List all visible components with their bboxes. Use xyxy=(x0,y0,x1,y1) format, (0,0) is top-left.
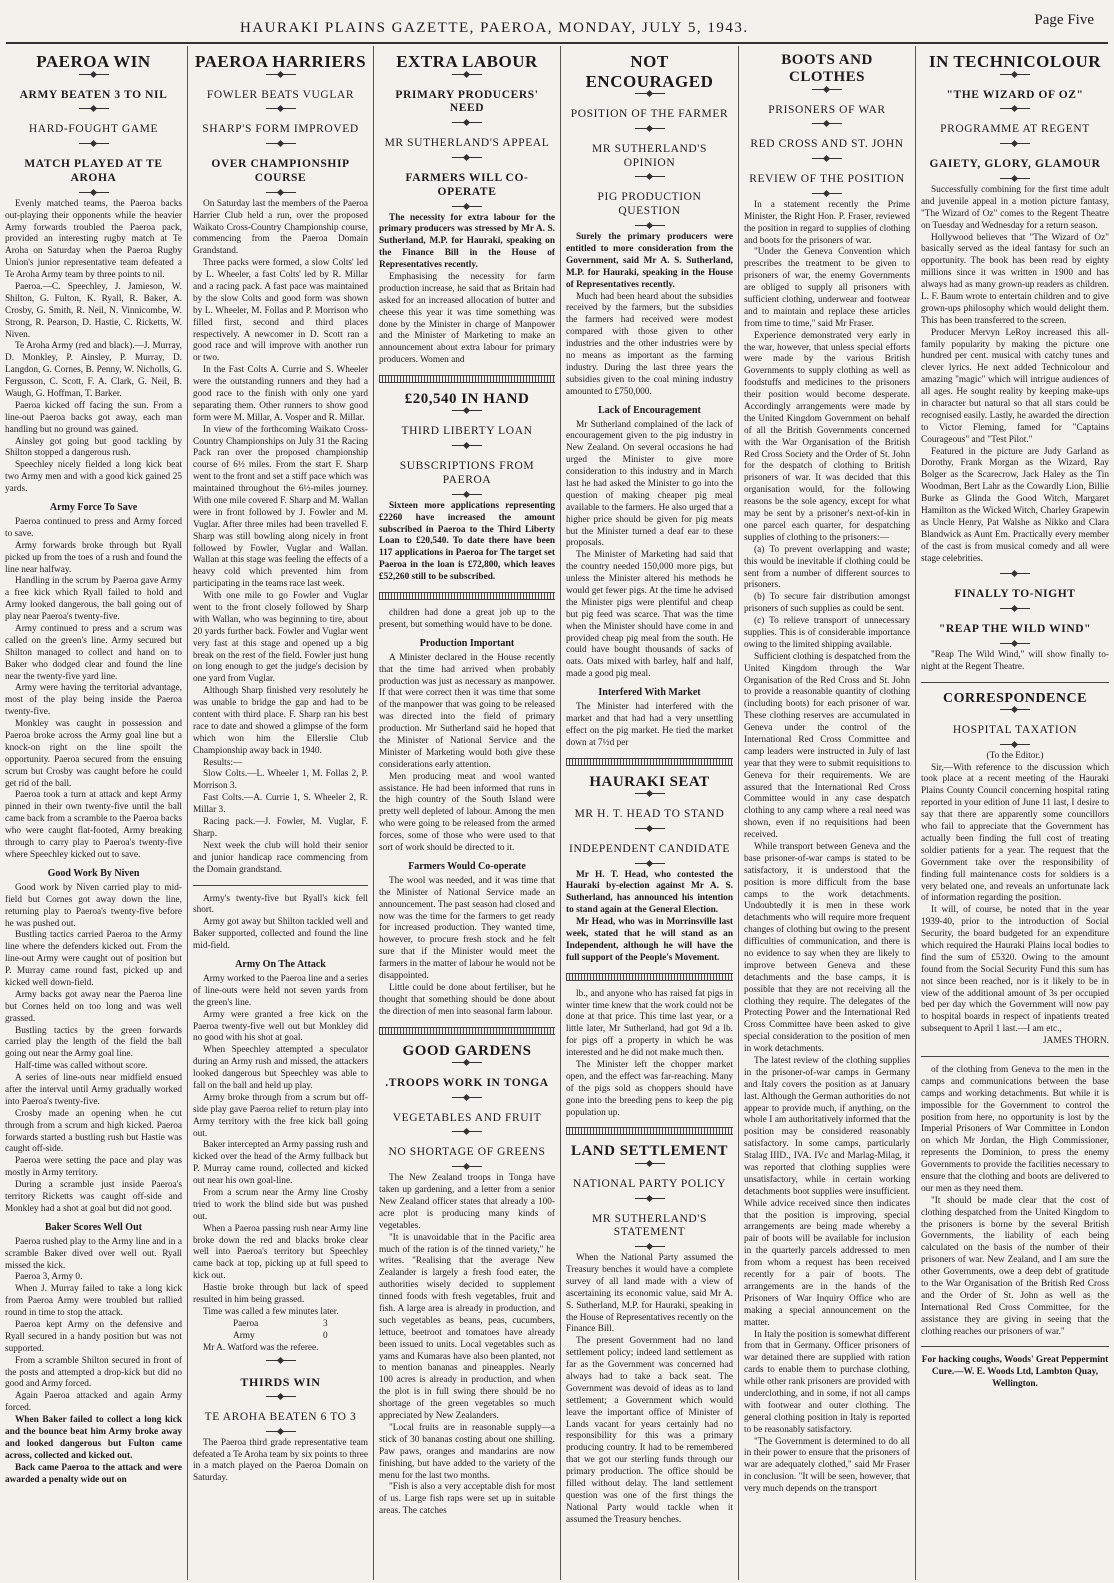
paragraph: Although Sharp finished very resolutely he was unable to bridge the gap and had to be content with third place. F. Sharp ran his best race to date and showed a glimpse of the form which won him the Ellerslie Club Championship away back in 1940. xyxy=(193,686,368,756)
paragraph: Fast Colts.—A. Currie 1, S. Wheeler 2, R. Millar 3. xyxy=(193,793,368,816)
paragraph: "Fish is also a very acceptable dish for most of us. Large fish raps were set up in suitable areas. The catches xyxy=(379,1482,555,1517)
paragraph: Half-time was called without score. xyxy=(15,1061,148,1072)
subhead: MR SUTHERLAND'S OPINION xyxy=(592,142,707,169)
dash-ornament xyxy=(79,192,109,197)
dash-ornament xyxy=(452,1166,482,1171)
paragraph: When J. Murray failed to take a long kick from Paeroa Army were troubled but rallied round in time to stop the attack. xyxy=(5,1284,182,1319)
paragraph: The Minister had interfered with the market and that had had a very unsettling effect on the pig market. He tied the market down at 7½d per xyxy=(566,702,733,748)
dash-ornament xyxy=(452,74,482,79)
subhead: THIRDS WIN xyxy=(240,1375,321,1390)
box-headline: £20,540 IN HAND xyxy=(404,391,530,408)
paragraph: Mr H. T. Head, who contested the Hauraki by-election against Mr A. S. Sutherland, has announced his intention to stand again at the General Election. xyxy=(566,869,733,916)
paragraph: In Italy the position is somewhat different from that in Germany. Officer prisoners of war detained there are supplied with ration cards to enable them to purchase clothing, while other rank prisoners are provided with underclothing, and in some, if not all camps with footwear and outer clothing. The general clothing position in Italy is reported to be reasonably satisfactory. xyxy=(744,1329,910,1435)
paragraph: Hollywood believes that "The Wizard of Oz" basically served as the ideal fantasy for such an opportunity. The book has been read by eighty millions since it was written in 1900 and has always had as many grown-up readers as children. L. F. Baum wrote to entertain children and to give grown-ups philosophy which would delight them. This has been transferred to the screen. xyxy=(921,232,1109,326)
team-name: Paeroa xyxy=(233,1318,259,1329)
team-name: Army xyxy=(233,1330,255,1341)
side-heading: Baker Scores Well Out xyxy=(45,1221,142,1233)
paragraph: Hastie broke through but lack of speed resulted in him being grassed. xyxy=(193,1283,368,1305)
paragraph: Slow Colts.—L. Wheeler 1, M. Follas 2, P. Morrison 3. xyxy=(193,769,368,792)
paragraph: Army continued to press and a scrum was called on the green's line. Army secured but Shilton managed to collect and hand on to Baker who dodged clear and found the line near the twenty-five yard line. xyxy=(5,624,182,682)
subhead: MATCH PLAYED AT TE AROHA xyxy=(24,158,163,184)
paragraph: Paeroa took a turn at attack and kept Army pinned in their own twenty-five until the ball came back from a scramble to the Paeroa backs who were caught flat-footed, Army breaking through to carry play to Paeroa's twenty-five where Speechley kicked out to save. xyxy=(5,790,182,860)
hatch-rule xyxy=(566,973,733,981)
dash-ornament xyxy=(1000,643,1030,648)
paragraph: Producer Mervyn LeRoy increased this all-family popularity by making the picture one hundred per cent. musical with catchy tunes and clever lyrics. He next added Technicolour and amazing "magic" which will intrigue audiences of all ages. He sought reality by keeping make-ups in character but natural so that all stars could be recognised easily. Lastly, he awarded the direction to Victor Fleming, famed for "Captains Courageous" and "Test Pilot." xyxy=(921,327,1109,445)
paragraph: When Speechley attempted a speculator during an Army rush and missed, the attackers looked dangerous but Speechley was able to fall on the ball and held up play. xyxy=(193,1045,368,1091)
dash-ornament xyxy=(812,193,842,198)
paragraph: Army broke through from a scrum but off-side play gave Paeroa relief to return play into Army territory with the free kick ball going out. xyxy=(193,1092,368,1139)
dash-ornament xyxy=(452,445,482,450)
paragraph: Mr Sutherland complained of the lack of encouragement given to the pig industry in New Zealand. On several occasions he had urged the Minister to give more consideration to this industry and in March last he had asked the Minister to go into the question of making cheaper pig meal available to the farmers. He also urged that a higher price should be given for pig meats but the Minister turned a deaf ear to these proposals. xyxy=(566,419,733,549)
subhead: PROGRAMME AT REGENT xyxy=(940,123,1090,136)
headline-land-settlement: LAND SETTLEMENT xyxy=(570,1143,729,1160)
paragraph: The Minister left the chopper market open, and the effect was far-reaching. Many of the pigs sold as choppers should have gone into the breeding pens to keep the pig population up. xyxy=(566,1060,733,1118)
paragraph: In the Fast Colts A. Currie and S. Wheeler were the outstanding runners and they had a good race to the finish with only one yard separating them. Other runners to show good form were M. Millar, A. Vosper and R. Millar. xyxy=(193,365,368,423)
side-heading: Lack of Encouragement xyxy=(598,404,701,416)
subhead: FARMERS WILL CO-OPERATE xyxy=(405,171,529,198)
dash-ornament xyxy=(635,1246,665,1251)
paragraph: When Baker failed to collect a long kick and the bounce beat him Army broke away and looked dangerous but Fulton came across, collected and kicked out. xyxy=(5,1415,182,1461)
dash-ornament xyxy=(812,158,842,163)
paragraph: (b) To secure fair distribution amongst prisoners of such supplies as could be sent. xyxy=(744,592,910,615)
paragraph: Army were granted a free kick on the Paeroa twenty-five well out but Monkley did no good with his shot at goal. xyxy=(193,1009,368,1044)
dash-ornament xyxy=(1000,74,1030,79)
hatch-rule xyxy=(379,1027,555,1035)
subhead: PIG PRODUCTION QUESTION xyxy=(597,191,702,218)
dash-ornament xyxy=(635,128,665,133)
subhead: REVIEW OF THE POSITION xyxy=(749,173,905,186)
paragraph: In a statement recently the Prime Minister, the Right Hon. P. Fraser, reviewed the position in regard to supplies of clothing and boots for the prisoners of war. xyxy=(744,199,910,246)
paragraph: Ainsley got going but good tackling by Shilton stopped a dangerous rush. xyxy=(5,436,182,459)
paragraph: Experience demonstrated very early in the war, however, that unless special efforts were made by the various British Governments to supply clothing as well as foodstuffs and medicines to the prisoners their position would become desperate. Accordingly arrangements were made by the United Kingdom Government on behalf of all the British Governments concerned with the War Organisation of the British Red Cross Society and the Order of St. John for the despatch of clothing to British prisoners of war. It was decided that this organisation would, for the following reasons be the sole agency, except for what may be sent by a prisoner's next-of-kin in one parcel each quarter, for despatching supplies of clothing to the prisoners:— xyxy=(744,330,910,543)
paragraph: Army worked to the Paeroa line and a series of line-outs were held not seven yards from the green's line. xyxy=(193,973,368,1008)
paragraph: In view of the forthcoming Waikato Cross-Country Championships on July 31 the Racing Pack ran over the proposed championship course of 6½ miles. From the start F. Sharp went to the front and set a stiff pace which was maintained throughout the 6½-miles journey. With one mile covered F. Sharp and M. Wallan were in front followed by J. Fowler and M. Vuglar. After three miles had been travelled F. Sharp was still bowling along nicely in front followed by Fowler, Vuglar and Wallan. Wallan at this stage was feeling the effects of a heavy cold which prevented him from participating in the teams race last week. xyxy=(193,424,368,590)
side-heading: Army Force To Save xyxy=(49,502,138,513)
subhead: MR SUTHERLAND'S APPEAL xyxy=(384,137,550,150)
dash-ornament xyxy=(452,157,482,162)
subhead: TE AROHA BEATEN 6 TO 3 xyxy=(204,1410,357,1423)
subhead: NATIONAL PARTY POLICY xyxy=(572,1177,727,1190)
dash-ornament xyxy=(266,1360,296,1365)
paragraph: "Local fruits are in reasonable supply—a stick of 30 bananas costing about one shilling. Paw paws, oranges and mandarins are now finishing, but have added to the variety of the menu for the last two months. xyxy=(379,1422,555,1481)
paragraph: During a scramble just inside Paeroa's territory Ricketts was caught off-side and Monkley had a shot at goal but did not good. xyxy=(5,1180,182,1214)
dash-ornament xyxy=(812,123,842,128)
column-2 xyxy=(188,46,373,1580)
paragraph: From a scramble Shilton secured in front of the posts and attempted a drop-kick but did no good and Army forced. xyxy=(5,1355,182,1390)
separator xyxy=(193,885,368,886)
masthead xyxy=(0,0,1114,44)
team-score: 3 xyxy=(323,1318,328,1329)
subhead: RED CROSS AND ST. JOHN xyxy=(750,138,904,151)
paragraph: Paeroa continued to press and Army forced to save. xyxy=(5,517,182,539)
paragraph: Sufficient clothing is despatched from the United Kingdom through the War Organisation of the Red Cross and St. John to provide a reasonable quantity of clothing (including boots) for each prisoner of war. These clothing reserves are accumulated in Geneva under the control of the International Red Cross Committee and camp leaders were instructed in July of last year that they were to submit requisitions to Geneva for their requirements. We are assured that the International Red Cross Committee would in any case despatch clothing to any camp where a real need was shown, even if no requisitions had been received. xyxy=(744,651,910,841)
subhead: PRISONERS OF WAR xyxy=(768,103,886,116)
hatch-rule xyxy=(566,1127,733,1135)
result-line xyxy=(193,1331,368,1343)
paragraph: Bustling tactics by the green forwards carried play the length of the field the ball going out near the Army goal line. xyxy=(5,1025,182,1060)
paragraph: Paeroa kicked off facing the sun. From a line-out Paeroa backs got away, each man handling but no ground was gained. xyxy=(5,400,182,435)
headline-extra-labour: EXTRA LABOUR xyxy=(396,52,538,71)
paragraph: Army got away but Shilton tackled well and Baker supported, collected and found the line mid-field. xyxy=(193,917,368,952)
paragraph: Sixteen more applications representing £2260 have increased the amount subscribed in Paeroa to the Third Liberty Loan to £20,540. To date there have been 117 applications in Paeroa for The target set Paeroa in the loan is £72,800, which leaves £52,260 still to be subscribed. xyxy=(379,500,555,583)
letter-address: (To the Editor.) xyxy=(986,750,1044,761)
paragraph: (c) To relieve transport of unnecessary supplies. This is of considerable importance owing to the limited shipping available. xyxy=(744,616,910,650)
headline-good-gardens: GOOD GARDENS xyxy=(402,1042,532,1059)
letter-signature: JAMES THORN. xyxy=(1043,1036,1109,1047)
dash-ornament xyxy=(1000,608,1030,613)
lead-paragraph: The necessity for extra labour for the primary producers was stressed by Mr A. S. Sutherland, M.P. for Hauraki, speaking on the Finance Bill in the House of Representatives recently. xyxy=(379,212,555,271)
paragraph: Time was called a few minutes later. xyxy=(203,1306,339,1317)
masthead-rule xyxy=(6,42,1108,44)
dash-ornament xyxy=(452,1062,482,1067)
paragraph: (a) To prevent overlapping and waste; this would be inevitable if clothing could be sent from a number of different sources to prisoners. xyxy=(744,544,910,591)
advertisement: For hacking coughs, Woods' Great Peppermint Cure.—W. E. Woods Ltd, Lambton Quay, Wellington. xyxy=(921,1355,1109,1390)
headline-paeroa-harriers: PAEROA HARRIERS xyxy=(194,52,367,71)
paragraph: "Reap The Wild Wind," will show finally to-night at the Regent Theatre. xyxy=(921,650,1109,672)
paragraph: Paeroa.—C. Speechley, J. Jamieson, W. Shilton, G. Fulton, K. Ryall, R. Baker, A. Crosby, G. Smith, R. Neil, N. Vinnicombe, W. Strong, R. Pearson, D. Hastie, C. Ricketts, W. Niven. xyxy=(5,281,182,340)
paragraph: children had done a great job up to the present, but something would have to be done. xyxy=(379,607,555,630)
dash-ornament xyxy=(452,1097,482,1102)
paragraph: A series of line-outs near midfield ensued after the interval until Army gradually worked into Paeroa's twenty-five. xyxy=(5,1073,182,1107)
subhead: SUBSCRIPTIONS FROM PAEROA xyxy=(399,460,535,486)
subhead: VEGETABLES AND FRUIT xyxy=(392,1111,542,1124)
team-score: 0 xyxy=(323,1330,328,1341)
hatch-rule xyxy=(379,375,555,383)
subhead: "REAP THE WILD WIND" xyxy=(938,623,1092,636)
subhead: FOWLER BEATS VUGLAR xyxy=(206,88,355,101)
dash-ornament xyxy=(1000,108,1030,113)
paragraph: Again Paeroa attacked and again Army forced. xyxy=(5,1391,182,1414)
side-heading: Interfered With Market xyxy=(598,687,701,699)
side-heading: Army On The Attack xyxy=(235,958,326,970)
paragraph: "It is unavoidable that in the Pacific area much of the ration is of the tinned variety," he writes. "Realising that the average New Zealander is largely a fresh food eater, the authorities wisely decided to supplement tinned foods with fresh vegetables, fruit and fish. A large area is already in production, and such vegetables as beans, peas, cucumbers, lettuce, beetroot and tomatoes have already been issued to units. Local vegetables such as yams and Kumaras have also been planted, not to mention bananas and pineapples. Nearly 100 acres is already in production, and when the plot is in full swing there should be no shortage of the green vegetables so much appreciated by New Zealanders. xyxy=(379,1232,555,1422)
dash-ornament xyxy=(635,225,665,230)
column-3 xyxy=(374,46,560,1580)
side-heading: Good Work By Niven xyxy=(47,867,140,879)
dash-ornament xyxy=(635,828,665,833)
page-number: Page Five xyxy=(1034,12,1094,28)
subhead: POSITION OF THE FARMER xyxy=(570,108,729,121)
dash-ornament xyxy=(452,1131,482,1136)
hatch-rule xyxy=(566,758,733,766)
paragraph: Racing pack.—J. Fowler, M. Vuglar, F. Sharp. xyxy=(193,817,368,839)
subhead: INDEPENDENT CANDIDATE xyxy=(569,842,730,855)
dash-ornament xyxy=(1000,573,1030,578)
dash-ornament xyxy=(452,494,482,499)
paragraph: From a scrum near the Army line Crosby tried to work the blind side but was pushed out. xyxy=(193,1187,368,1222)
paragraph: Army backs got away near the Paeroa line but Cornes held on too long and was well grassed. xyxy=(5,989,182,1024)
paragraph: "Under the Geneva Convention which prescribes the treatment to be given to prisoners of war, the enemy Governments are obliged to supply all prisoners with sufficient clothing, underwear and footwear and to maintain and replace these articles from time to time," said Mr Fraser. xyxy=(744,247,910,329)
lead-paragraph: Surely the primary producers were entitled to more consideration from the Government, said Mr A. S. Sutherland, M.P. for Hauraki, speaking in the House of Representatives recently. xyxy=(566,232,733,290)
side-heading: Production Important xyxy=(419,637,515,649)
subhead: OVER CHAMPIONSHIP COURSE xyxy=(211,158,350,184)
paragraph: Speechley nicely fielded a long kick beat two Army men and with a good kick gained 25 yards. xyxy=(5,460,182,495)
column-5 xyxy=(739,46,915,1580)
paragraph: Emphasising the necessity for farm production increase, he said that as Britain had asked for an increased allocation of butter and cheese this year it was time something was done by the Minister in charge of Manpower and the Minister of Marketing to make an announcement about extra labour for primary producers. Women and xyxy=(379,271,555,366)
paragraph: The Paeroa third grade representative team defeated a Te Aroha team by six points to three in a match played on the Paeroa Domain on Saturday. xyxy=(193,1437,368,1484)
dash-ornament xyxy=(266,1431,296,1436)
paragraph: Results:— xyxy=(203,757,243,768)
hatch-rule xyxy=(379,592,555,600)
column-6 xyxy=(916,46,1114,1580)
paragraph: On Saturday last the members of the Paeroa Harrier Club held a run, over the proposed Waikato Cross-Country Championship course, commencing from the Paeroa Domain Grandstand. xyxy=(193,198,368,257)
headline-not-encouraged: NOT ENCOURAGED xyxy=(585,52,714,91)
dash-ornament xyxy=(812,89,842,94)
paragraph: Handling in the scrum by Paeroa gave Army a free kick which Ryall failed to hold and Army looked dangerous, the ball going out of play near Paeroa's twenty-five. xyxy=(5,576,182,623)
paragraph: Back came Paeroa to the attack and were awarded a penalty wide out on xyxy=(5,1462,182,1485)
masthead-title: HAURAKI PLAINS GAZETTE, PAEROA, MONDAY, JULY 5, 1943. xyxy=(240,20,749,36)
paragraph: With one mile to go Fowler and Vuglar went to the front closely followed by Sharp with Wallan, who was beginning to tire, about 20 yards further back. Fowler and Vuglar went very fast at this stage and opened up a big break on the rest of the field. Fowler just hung on long enough to get the judge's decision by one yard from Vuglar. xyxy=(193,591,368,685)
subhead: FINALLY TO-NIGHT xyxy=(954,588,1076,601)
paragraph: The Minister of Marketing had said that the country needed 150,000 more pigs, but unless the Minister altered his methods he would get fewer pigs. At the time he advised the Minister pigs were plentiful and cheap but pig feed was scarce. That was the time when the Minister should have come in and provided cheap pig meal from the south. He could have bought thousands of sacks of oats. Oats mixed with barley, half and half, made a good pig meal. xyxy=(566,550,733,680)
side-heading: Farmers Would Co-operate xyxy=(408,860,526,872)
subhead: HOSPITAL TAXATION xyxy=(952,723,1078,736)
dash-ornament xyxy=(1000,744,1030,749)
paragraph: of the clothing from Geneva to the men in the camps and communications between the base camps and working detachments. But while it is impossible for the Government to control the position from here, no opportunity is lost by the Imperial Prisoners of War Committee in London on which Mr Jordan, the High Commissioner, represents the Dominion, to press the enemy Governments to provide the facilities necessary to ensure that the clothing and boots are delivered to our men as they need them. xyxy=(921,1064,1109,1194)
dash-ornament xyxy=(266,192,296,197)
paragraph: The latest review of the clothing supplies in the prisoner-of-war camps in Germany and Italy covers the position as at January last. Although the German authorities do not appear to provide much, if anything, on the whole I am authoritatively informed that the position may be considered reasonably satisfactory. In some camps, particularly Stalag IIID., IVA. IVc and Marlag-Milag, it was reported that clothing supplies were unsatisfactory, while in certain working detachments boot supplies were insufficient. While advice received since then indicates that the position is improving, special arrangements are being made whereby a pair of boots will be available for inclusion in the quarterly parcels addressed to men from whom a request has been received recently for a pair of boots. The arrangements are in the hands of the Prisoners of War Inquiry Office who are making a special announcement on the matter. xyxy=(744,1056,910,1328)
subhead: PRIMARY PRODUCERS' NEED xyxy=(395,88,539,115)
headline-hauraki-seat: HAURAKI SEAT xyxy=(589,773,710,790)
headline-correspondence: CORRESPONDENCE xyxy=(943,690,1087,706)
paragraph: Paeroa rushed play to the Army line and in a scramble Baker dived over well out. Ryall missed the kick. xyxy=(5,1236,182,1271)
subhead: "THE WIZARD OF OZ" xyxy=(946,88,1084,101)
paragraph: Mr A. Watford was the referee. xyxy=(203,1342,319,1353)
subhead: THIRD LIBERTY LOAN xyxy=(401,425,533,438)
dash-ornament xyxy=(266,74,296,79)
dash-ornament xyxy=(266,108,296,113)
column-1 xyxy=(0,46,187,1580)
paragraph: lb., and anyone who has raised fat pigs in winter time knew that the work could not be done at that price. This time last year, or a little later, Mr Sutherland, had got 9d a lb. for pigs off a property in which he was interested and he did not make much then. xyxy=(566,988,733,1059)
subhead: MR H. T. HEAD TO STAND xyxy=(574,807,725,820)
dash-ornament xyxy=(635,93,665,98)
dash-ornament xyxy=(266,143,296,148)
dash-ornament xyxy=(79,108,109,113)
subhead: .TROOPS WORK IN TONGA xyxy=(385,1076,549,1089)
paragraph: Bustling tactics carried Paeroa to the Army line where the defenders kicked out. From the line-out Army were caught out of position but P. Murray came round fast, picked up and kicked well down-field. xyxy=(5,930,182,988)
dash-ornament xyxy=(635,176,665,181)
dash-ornament xyxy=(635,1163,665,1168)
paragraph: When a Paeroa passing rush near Army line broke down the red and blacks broke clear well into Paeroa's territory but Speechley came back at top, picking up at full speed to kick out. xyxy=(193,1223,368,1282)
paragraph: Army's twenty-five but Ryall's kick fell short. xyxy=(193,893,368,916)
dash-ornament xyxy=(635,1198,665,1203)
dash-ornament xyxy=(452,122,482,127)
headline-boots-and-clothes: BOOTS AND CLOTHES xyxy=(781,52,873,86)
headline-paeroa-win: PAEROA WIN xyxy=(36,52,151,71)
paragraph: Next week the club will hold their senior and junior handicap race commencing from the Domain grandstand. xyxy=(193,840,368,875)
dash-ornament xyxy=(79,74,109,79)
paragraph: "It should be made clear that the cost of clothing despatched from the United Kingdom to the prisoners is borne by the several British Governments, the liability of each being calculated on the basis of the number of their prisoners of war. New Zealand, and I am sure the other Governments, owe a deep debt of gratitude to the War Organisation of the British Red Cross and the Order of St. John as well as the International Red Cross Committee, for the assistance they are giving in seeing that the clothing reaches our prisoners of war." xyxy=(921,1195,1109,1337)
paragraph: When the National Party assumed the Treasury benches it would have a complete survey of all land made with a view of ascertaining its economic value, said Mr A. S. Sutherland, M.P. for Hauraki, speaking in the House of Representatives recently on the Finance Bill. xyxy=(566,1253,733,1335)
paragraph: Sir,—With reference to the discussion which took place at a recent meeting of the Hauraki Plains County Council concerning hospital rating reported in your edition of June 11 last, I desire to say that there are apparently some councillors who fail to appreciate that the Government has actually been finding the full cost of treating soldier patients for a year. The request that the Government take over the responsibility of finding full maintenance costs for soldiers is a very belated one, and reveals an unfortunate lack of information regarding the position. xyxy=(921,762,1109,904)
separator xyxy=(921,682,1109,683)
subhead: ARMY BEATEN 3 TO NIL xyxy=(19,88,168,101)
dash-ornament xyxy=(635,793,665,798)
dash-ornament xyxy=(79,143,109,148)
dash-ornament xyxy=(452,410,482,415)
separator xyxy=(921,1346,1109,1347)
result-line xyxy=(193,1319,368,1331)
dash-ornament xyxy=(1000,178,1030,183)
paragraph: Three packs were formed, a slow Colts' led by L. Wheeler, a fast Colts' led by R. Millar and a racing pack. A fast pace was maintained by the slow Colts and good form was shown by L. Wheeler, M. Follas and P. Morrison who filled first, second and third places respectively. A newcomer in D. Scott ran a good race and will improve with another run or two. xyxy=(193,258,368,364)
paragraph: Paeroa 3, Army 0. xyxy=(15,1272,83,1283)
paragraph: Much had been heard about the subsidies received by the farmers, but the subsidies the farmers had received were modest compared with those given to other industries and the other industries were by no means as important as the farming industry. During the last three years the subsidies given to the coal mining industry amounted to £750,000. xyxy=(566,291,733,397)
subhead: NO SHORTAGE OF GREENS xyxy=(388,1146,546,1159)
paragraph: It will, of course, be noted that in the year 1939-40, prior to the introduction of Social Security, the board budgeted for an expenditure which required the Hauraki Plains local bodies to find the sum of £5320. Owing to the amount found from the Social Security Fund this sum has not since been reached, nor is it likely to be in view of the additional amount of 3s per occupied bed per day which the Government will now pay to hospital boards in respect of inpatients treated subsequent to April 1 last.—I am etc., xyxy=(921,905,1109,1035)
paragraph: Te Aroha Army (red and black).—J. Murray, D. Monkley, P. Ainsley, P. Murray, D. Langdon, G. Cornes, B. Penny, W. Nicholls, G. Fergusson, C. Scott, F. A. Clark, G. Neil, B. Waugh, G. Hoffman, T. Barker. xyxy=(5,341,182,399)
paragraph: Good work by Niven carried play to mid-field but Cornes got away down the line, returning play to Paeroa's twenty-five before he was pushed out. xyxy=(5,882,182,929)
paragraph: Army forwards broke through but Ryall picked up from the toes of a rush and found the line near halfway. xyxy=(5,540,182,575)
subhead: MR SUTHERLAND'S STATEMENT xyxy=(592,1212,707,1239)
paragraph: Monkley was caught in possession and Paeroa broke across the Army goal line but a knock-on right on the line spoilt the opportunity. Paeroa secured from the ensuing scrum but Crosby was caught before he could get rid of the ball. xyxy=(5,719,182,789)
column-4 xyxy=(561,46,738,1580)
paragraph: A Minister declared in the House recently that the time had arrived when probably production was just as necessary as manpower. If that were correct then it was time that some of the manpower that was going to be released was directed into the field of primary production. Mr Sutherland said he hoped that the Minister of National Service and the Minister of Marketing would both give these considerations early attention. xyxy=(379,652,555,770)
paragraph: Baker intercepted an Army passing rush and kicked over the head of the Army fullback but P. Murray came round, collected and kicked out near his own goal-line. xyxy=(193,1140,368,1187)
subhead: GAIETY, GLORY, GLAMOUR xyxy=(929,158,1101,171)
paragraph: Little could be done about fertiliser, but he thought that something should be done about the direction of men into seasonal farm labour. xyxy=(379,982,555,1017)
paragraph: Crosby made an opening when he cut through from a scrum and high kicked. Paeroa forwards started a bustling rush but Hastie was caught off-side. xyxy=(5,1108,182,1155)
dash-ornament xyxy=(635,863,665,868)
dash-ornament xyxy=(1000,143,1030,148)
paragraph: While transport between Geneva and the base prisoner-of-war camps is stated to be satisfactory, it is understood that the position is more difficult from the base camps to the work detachments. Undoubtedly it is men in these work detachments who will require more frequent changes of clothing but owing to the present difficulties of communication, and there is no evidence to say when they are likely to improve between Geneva and these detachments and the base camps, it is possible that they are not receiving all the clothing they require. The delegates of the Protecting Power and the International Red Cross Committee have been asked to give special consideration to the position of men in work detachments. xyxy=(744,841,910,1055)
paragraph: Paeroa kept Army on the defensive and Ryall secured in a handy position but was not supported. xyxy=(5,1320,182,1354)
paragraph: The New Zealand troops in Tonga have taken up gardening, and a letter from a senior New Zealand officer states that already a 100-acre plot is producing many kinds of vegetables. xyxy=(379,1173,555,1231)
headline-in-technicolour: IN TECHNICOLOUR xyxy=(928,52,1102,71)
dash-ornament xyxy=(266,1396,296,1401)
paragraph: Mr Head, who was in Morrinsville last week, stated that he will stand as an Independent, although he will have the full support of the People's Movement. xyxy=(566,917,733,963)
paragraph: Evenly matched teams, the Paeroa backs out-playing their opponents while the heavier Army forwards troubled the Paeroa pack, provided an interesting rugby match at Te Aroha on Saturday when the Paeroa Rugby Union's junior representative team defeated a Te Aroha Army team by three points to nil. xyxy=(5,198,182,281)
paragraph: "The Government is determined to do all in their power to ensure that the prisoners of war are adequately clothed," said Mr Fraser in conclusion. "It will be seen, however, that very much depends on the transport xyxy=(744,1436,910,1495)
subhead: HARD-FOUGHT GAME xyxy=(28,123,159,136)
dash-ornament xyxy=(452,206,482,211)
paragraph: Successfully combining for the first time adult and juvenile appeal in a motion picture fantasy, "The Wizard of Oz" comes to the Regent Theatre on Tuesday and Wednesday for a return season. xyxy=(921,184,1109,231)
paragraph: The wool was needed, and it was time that the Minister of National Service made an announcement. The past season had closed and now was the time for the farmers to get ready for increased production. They wanted time, however, to procure fresh stock and he felt sure that if the Minister would meet the farmers in the matter of labour he would not be disappointed. xyxy=(379,875,555,982)
paragraph: Paeroa were setting the pace and play was mostly in Army territory. xyxy=(5,1156,182,1179)
paragraph: Army were having the territorial advantage, most of the play being inside the Paeroa twenty-five. xyxy=(5,683,182,718)
paragraph: The present Government had no land settlement policy; indeed land settlement as far as the Government was concerned had always had to take a back seat. The Government was devoid of ideas as to land settlement; a Government which would leave the important office of Minister of Lands vacant for years certainly had no responsibility for this was a primary producing country. It had to be remembered that we got our sterling funds through our primary production. The office should be filled without delay. The land settlement question was one of the first things the National Party would tackle when it assumed the Treasury benches. xyxy=(566,1336,733,1525)
separator xyxy=(921,1056,1109,1057)
paragraph: Men producing meat and wool wanted assistance. He had been informed that runs in the high country of the South Island were pretty well depleted of labour. Among the men who were going to be released from the armed forces, some of those who were used to that sort of work should be directed to it. xyxy=(379,771,555,854)
subhead: SHARP'S FORM IMPROVED xyxy=(202,123,359,136)
dash-ornament xyxy=(1000,709,1030,714)
paragraph: Featured in the picture are Judy Garland as Dorothy, Frank Morgan as the Wizard, Ray Bolger as the Scarecrow, Jack Haley as the Tin Woodman, Bert Lahr as the Cowardly Lion, Billie Burke as Glinda the Good Witch, Margaret Hamilton as the Wicked Witch, Charley Grapewin as Uncle Henry, Pat Walshe as Nikko and Clara Blandwick as Aunt Em. Practically every member of the cast is from musical comedy and all were stage celebrities. xyxy=(921,446,1109,564)
